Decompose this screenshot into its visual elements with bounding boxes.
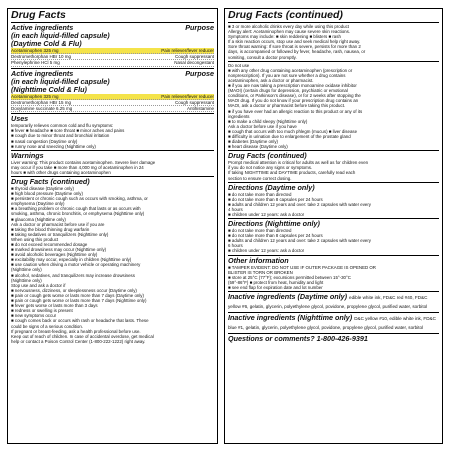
active-ingredients-day-header xyxy=(11,24,214,48)
text-line: ■ use caution when driving a motor vehicle or operating machinery xyxy=(11,262,141,268)
ingredient-purpose: Nasal decongestant xyxy=(174,60,214,66)
text-line: Stop use and ask a doctor if xyxy=(11,282,66,288)
uses-label: Uses xyxy=(11,114,29,124)
text-line: ■ adults and children 12 years and over: take 2 capsules with water every xyxy=(228,238,371,244)
text-line: ■ diabetes (Daytime only) xyxy=(228,139,278,145)
active-ingredients-label: Active ingredients xyxy=(11,23,74,32)
text-line: When using this product xyxy=(11,236,59,242)
text-line: ■ children under 12 years: ask a doctor xyxy=(228,248,305,254)
text-line: Liver warning: This product contains acetaminophen. Severe liver damage xyxy=(11,159,156,165)
text-line: Symptoms may include: ■ skin reddening ■ blisters ■ rash xyxy=(228,34,341,40)
other-info-lines xyxy=(228,265,439,290)
divider xyxy=(228,61,439,62)
text-line: ■ if you have ever had an allergic reaction to this product or any of its xyxy=(228,108,363,114)
text-line: temporarily relieves common cold and flu symptoms: xyxy=(11,123,114,129)
text-line: ■ to make a child sleepy (Nighttime only) xyxy=(228,118,308,124)
text-line: ■ do not exceed recommended dosage xyxy=(11,242,88,247)
text-line: Ask a doctor before use if you have xyxy=(228,123,297,129)
text-line: 6 hours xyxy=(228,243,243,249)
inactive-day-label: Inactive ingredients (Daytime only) xyxy=(228,292,348,302)
text-line: (Nighttime only) xyxy=(11,277,42,283)
text-line: ingredients xyxy=(228,113,250,119)
allergy-lines xyxy=(228,24,439,60)
text-line: ■ excitability may occur, especially in children (Nighttime only) xyxy=(11,257,132,263)
ingredient-row xyxy=(11,106,214,112)
text-line: ■ TAMPER EVIDENT: DO NOT USE IF OUTER PACKAGE IS OPENED OR xyxy=(228,264,376,270)
ingredient-purpose: Pain reliever/fever reducer xyxy=(161,93,214,99)
text-line: ■ heart disease (Daytime only) xyxy=(228,144,288,150)
text-line: acetaminophen, ask a doctor or pharmacist. xyxy=(228,77,314,83)
text-line: ■ cough comes back or occurs with rash or headache that lasts. These xyxy=(11,318,149,324)
text-line: ■ fever gets worse or lasts more than 3 days xyxy=(11,303,98,309)
text-line: ■ difficulty in urination due to enlargement of the prostate gland xyxy=(228,133,351,139)
directions-day-label: Directions (Daytime only) xyxy=(228,182,439,192)
text-line: ■ do not take more than directed xyxy=(228,228,292,234)
ingredient-purpose: Pain reliever/fever reducer xyxy=(161,48,214,53)
text-line: may occur if you take ■ more than 4,000 mg of acetaminophen in 24 xyxy=(11,164,144,170)
text-line: ■ pain or cough gets worse or lasts more than 7 days (Daytime only) xyxy=(11,292,144,298)
text-line: emphysema (Daytime only) xyxy=(11,201,65,207)
right-column xyxy=(224,8,443,444)
directions-night-lines xyxy=(228,228,439,253)
text-line: Ask a doctor or pharmacist before use if you are xyxy=(11,221,105,227)
ingredient-name: Acetaminophen 325 mg xyxy=(11,48,59,53)
text-line: BLISTER IS TORN OR BROKEN xyxy=(228,269,293,275)
purpose-label: Purpose xyxy=(185,23,214,32)
warnings-section xyxy=(11,150,214,160)
text-line: ■ taking the blood thinning drug warfarin xyxy=(11,226,90,232)
text-line: ■ do not take more than 8 capsules per 24 hours xyxy=(228,233,323,239)
active-ingredients-sub: (in each liquid-filled capsule) xyxy=(11,76,110,86)
text-line: if you do not notice any signs or symptoms. xyxy=(228,165,313,171)
text-line: ■ persistent or chronic cough such as occurs with smoking, asthma, or xyxy=(11,196,148,202)
active-ingredients-label: Active ingredients xyxy=(11,68,74,78)
text-line: Prompt medical attention is critical for adults as well as for children even xyxy=(228,160,369,166)
purpose-label: Purpose xyxy=(185,68,214,78)
text-line: conditions, or Parkinson's disease), or for 2 weeks after stopping the xyxy=(228,93,361,99)
text-line: could be signs of a serious condition. xyxy=(11,323,84,329)
inactive-night-section xyxy=(228,312,439,332)
text-line: ■ runny nose and sneezing (Nighttime only) xyxy=(11,143,96,149)
drug-facts-box-left xyxy=(7,8,218,444)
text-line: (Nighttime only) xyxy=(11,267,42,273)
text-line: ■ fever ■ headache ■ sore throat ■ minor aches and pains xyxy=(11,128,125,134)
text-line: ■ avoid alcoholic beverages (Nighttime only) xyxy=(11,252,98,258)
text-line: smoking, asthma, chronic bronchitis, or emphysema (Nighttime only) xyxy=(11,211,145,217)
continued-lines xyxy=(228,160,439,180)
text-line: MAOI, ask a doctor or pharmacist before taking this product. xyxy=(228,103,346,109)
text-line: ■ glaucoma (Nighttime only) xyxy=(11,216,66,222)
directions-night-label: Directions (Nighttime only) xyxy=(228,218,439,228)
text-line: ■ marked drowsiness may occur (Nighttime only) xyxy=(11,247,107,253)
ingredient-row xyxy=(11,60,214,66)
text-line: Do not use xyxy=(228,62,250,68)
uses-lines xyxy=(11,123,214,148)
text-line: ■ a breathing problem or chronic cough that lasts or as occurs with xyxy=(11,206,141,212)
text-line: ■ store at 25°C (77°F); excursions permitted between 15°-30°C xyxy=(228,274,351,280)
other-info-label: Other information xyxy=(228,255,439,265)
text-line: ■ with any other drug containing acetaminophen (prescription or xyxy=(228,67,353,73)
text-line: ■ adults and children 12 years and over: take 2 capsules with water every xyxy=(228,201,371,207)
ingredient-name: Acetaminophen 325 mg xyxy=(11,93,59,99)
ingredient-name: Phenylephrine HCl 5 mg xyxy=(11,60,60,66)
uses-section xyxy=(11,113,214,123)
text-line: ■ children under 12 years: ask a doctor xyxy=(228,212,305,217)
text-line: ■ do not take more than directed xyxy=(228,191,292,197)
drug-facts-continued-title: Drug Facts (continued) xyxy=(228,10,439,23)
text-line: ■ cough due to minor throat and bronchial irritation xyxy=(11,133,110,139)
text-line: ■ if you are now taking a prescription monoamine oxidase inhibitor xyxy=(228,83,357,89)
text-line: Allergy alert: Acetaminophen may cause severe skin reactions. xyxy=(228,29,351,35)
text-line: ■ see end flap for expiration date and lot number xyxy=(228,284,323,290)
ingredient-name: Dextromethorphan HBr 15 mg xyxy=(11,99,72,105)
text-line: ■ thyroid disease (Daytime only) xyxy=(11,185,74,191)
text-line: (59°-86°F) ■ protect from heat, humidity and light xyxy=(228,279,324,285)
ingredient-purpose: Antihistamine xyxy=(186,106,214,112)
do-not-use-lines xyxy=(228,63,439,150)
text-line: ■ cough that occurs with too much phlegm (mucus) ■ liver disease xyxy=(228,128,358,134)
inactive-day-text: edible white ink, FD&C red #40, FD&C yellow #6, gelatin, glycerin, polyethylene glycol, povidone, propylene glycol, purified water, sorbitol xyxy=(228,295,428,310)
daytime-name: (Daytime Cold & Flu) xyxy=(11,39,82,48)
ingredient-name: Dextromethorphan HBr 10 mg xyxy=(11,54,72,60)
text-line: ■ new symptoms occur xyxy=(11,313,57,319)
left-continued-title: Drug Facts (continued) xyxy=(11,176,214,186)
warnings-label: Warnings xyxy=(11,150,44,160)
text-line: If a skin reaction occurs, stop use and seek medical help right away. xyxy=(228,39,361,45)
drug-facts-box-right xyxy=(224,8,443,444)
warnings-lines xyxy=(11,160,214,175)
text-line: ■ pain or cough gets worse or lasts more than 7 days (Nighttime only) xyxy=(11,298,147,304)
active-ingredients-sub: (in each liquid-filled capsule) xyxy=(11,31,110,40)
text-line: days, is accompanied or followed by fever, headache, rash, nausea, or xyxy=(228,49,366,55)
ingredient-purpose: Cough suppressant xyxy=(174,54,214,60)
inactive-night-text: D&C yellow #10, edible white ink, FD&C blue #1, gelatin, glycerin, polyethylene glycol, povidone, propylene glycol, purified water, sorbitol xyxy=(228,316,436,331)
questions-line: Questions or comments? 1-800-426-9391 xyxy=(228,333,439,343)
night-ingredient-rows xyxy=(11,94,214,113)
text-line: ■ 3 or more alcoholic drinks every day while using this product xyxy=(228,24,350,29)
text-line: 4 hours xyxy=(228,206,243,212)
text-line: ■ redness or swelling is present xyxy=(11,308,73,314)
text-line: ■ do not take more than 8 capsules per 24 hours xyxy=(228,196,323,202)
text-line: ■ high blood pressure (Daytime only) xyxy=(11,191,83,197)
text-line: nonprescription). If you are not sure whether a drug contains xyxy=(228,72,346,78)
ingredient-purpose: Cough suppressant xyxy=(174,99,214,105)
inactive-night-label: Inactive ingredients (Nighttime only) xyxy=(228,313,353,323)
day-ingredient-rows xyxy=(11,48,214,67)
text-line: (MAOI) (certain drugs for depression, psychiatric or emotional xyxy=(228,88,348,94)
directions-day-lines xyxy=(228,192,439,217)
text-line: If pregnant or breast-feeding, ask a health professional before use. xyxy=(11,328,141,334)
text-line: Keep out of reach of children. In case of accidental overdose, get medical xyxy=(11,333,154,339)
active-ingredients-night-header xyxy=(11,68,214,94)
text-line: ■ alcohol, sedatives, and tranquilizers may increase drowsiness xyxy=(11,272,135,278)
text-line: If taking NIGHTTIME and DAYTIME products, carefully read each xyxy=(228,170,356,176)
inactive-day-section xyxy=(228,291,439,311)
left-column xyxy=(7,8,218,444)
text-line: section to ensure correct dosing. xyxy=(228,175,292,181)
drug-facts-title: Drug Facts xyxy=(11,10,214,23)
text-line: help or contact a Poison Control Center (1-800-222-1222) right away. xyxy=(11,338,146,344)
text-line: MAOI drug. If you do not know if your prescription drug contains an xyxy=(228,98,359,104)
text-line: hours ■ with other drugs containing acetaminophen xyxy=(11,169,111,175)
text-line: ■ nasal congestion (Daytime only) xyxy=(11,138,78,144)
text-line: vomiting, consult a doctor promptly. xyxy=(228,54,297,60)
nighttime-name: (Nighttime Cold & Flu) xyxy=(11,84,87,94)
left-continued-lines xyxy=(11,186,214,344)
ingredient-name: Doxylamine succinate 6.25 mg xyxy=(11,106,73,112)
text-line: Sore throat warning: If sore throat is severe, persists for more than 2 xyxy=(228,44,361,50)
text-line: ■ taking sedatives or tranquilizers (Nighttime only) xyxy=(11,231,109,237)
right-continued-title: Drug Facts (continued) xyxy=(228,150,439,160)
text-line: ■ nervousness, dizziness, or sleeplessness occur (Daytime only) xyxy=(11,287,137,293)
